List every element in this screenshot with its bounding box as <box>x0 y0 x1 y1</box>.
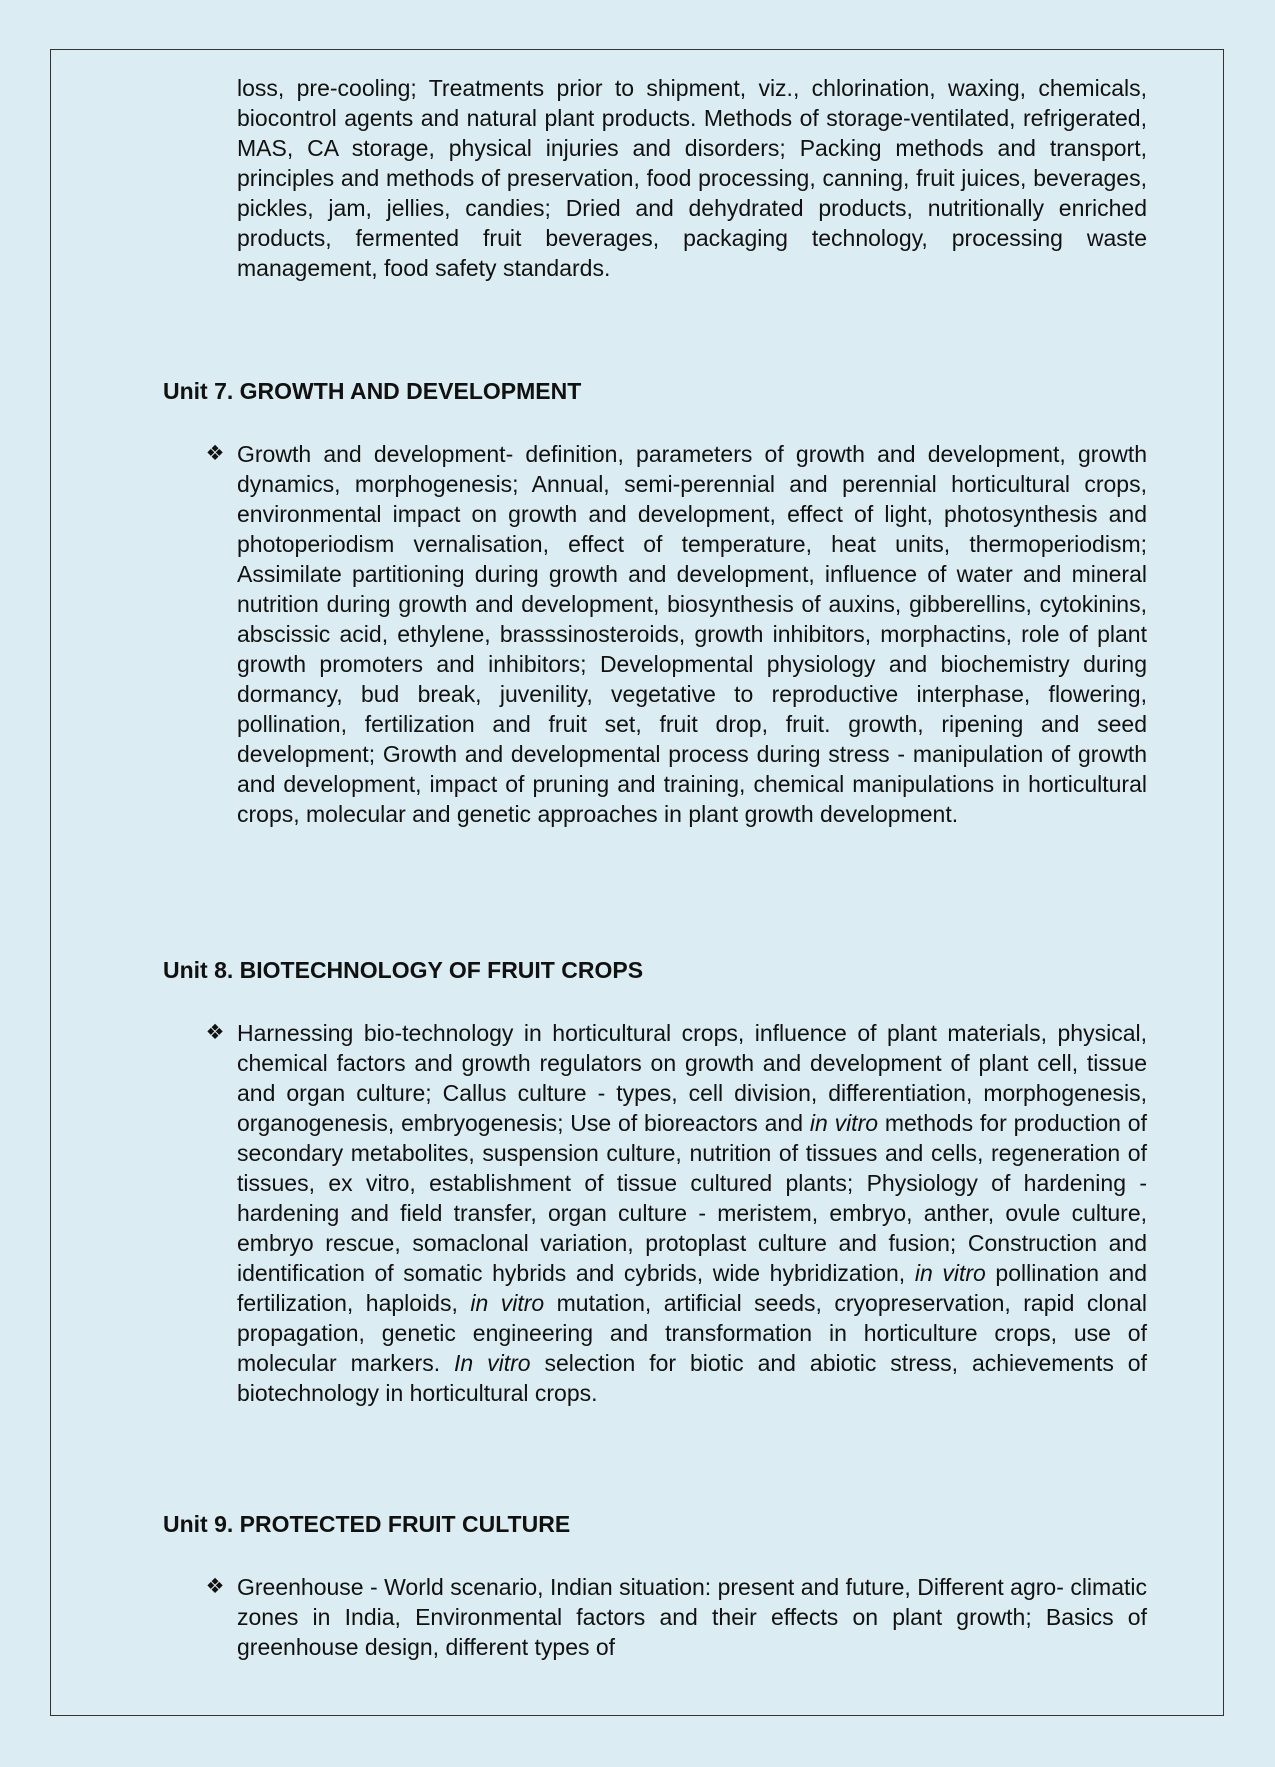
unit-8-text-1: Harnessing bio-technology in horticultural crops, influence of plant materials, physical, chemical factors and growth regulators on growth and development of plant cell, tissue and organ culture; Callus culture - types, cell division, differentiation, morphogenesis, organogenesis, embryogenesis; Use of bioreactors and <box>237 1020 1147 1136</box>
page-border <box>50 49 1224 1716</box>
unit-8-text-5: selection for biotic and abiotic stress, achievements of biotechnology in horticultural crops. <box>237 1350 1147 1406</box>
unit-8-italic-2: in vitro <box>914 1260 986 1286</box>
unit-8-italic-1: in vitro <box>809 1110 879 1136</box>
unit-9-heading: Unit 9. PROTECTED FRUIT CULTURE <box>163 1511 571 1537</box>
unit-7-heading: Unit 7. GROWTH AND DEVELOPMENT <box>163 378 582 404</box>
unit-8-text-4: mutation, artificial seeds, cryopreservation, rapid clonal propagation, genetic engineering and transformation in horticulture crops, use of molecular markers. <box>237 1290 1147 1376</box>
unit-9-bullet-icon: ❖ <box>205 1575 225 1598</box>
unit-8-heading: Unit 8. BIOTECHNOLOGY OF FRUIT CROPS <box>163 957 644 983</box>
unit-9-paragraph: Greenhouse - World scenario, Indian situation: present and future, Different agro- climatic zones in India, Environmental factors and their effects on plant growth; Basics of greenhouse design, different types of <box>237 1574 1147 1660</box>
unit-8-paragraph <box>237 1018 1147 1408</box>
intro-paragraph: loss, pre-cooling; Treatments prior to shipment, viz., chlorination, waxing, chemicals, biocontrol agents and natural plant products. Methods of storage-ventilated, refrigerated, MAS, CA storage, physical injuries and disorders; Packing methods and transport, principles and methods of preservation, food processing, canning, fruit juices, beverages, pickles, jam, jellies, candies; Dried and dehydrated products, nutritionally enriched products, fermented fruit beverages, packaging technology, processing waste management, food safety standards. <box>237 75 1147 281</box>
unit-7-bullet-icon: ❖ <box>205 442 225 465</box>
unit-8-text-3: pollination and fertilization, haploids, <box>237 1260 1148 1316</box>
unit-8-italic-4: In vitro <box>454 1350 531 1376</box>
unit-7-paragraph: Growth and development- definition, parameters of growth and development, growth dynamics, morphogenesis; Annual, semi-perennial and perennial horticultural crops, environmental impact on growth and development, effect of light, photosynthesis and photoperiodism vernalisation, effect of temperature, heat units, thermoperiodism; Assimilate partitioning during growth and development, influence of water and mineral nutrition during growth and development, biosynthesis of auxins, gibberellins, cytokinins, abscissic acid, ethylene, brasssinosteroids, growth inhibitors, morphactins, role of plant growth promoters and inhibitors; Developmental physiology and biochemistry during dormancy, bud break, juvenility, vegetative to reproductive interphase, flowering, pollination, fertilization and fruit set, fruit drop, fruit. growth, ripening and seed development; Growth and developmental process during stress - manipulation of growth and development, impact of pruning and training, chemical manipulations in horticultural crops, molecular and genetic approaches in plant growth development. <box>237 441 1147 827</box>
unit-8-italic-3: in vitro <box>470 1290 545 1316</box>
unit-8-bullet-icon: ❖ <box>205 1021 225 1044</box>
unit-8-text-2: methods for production of secondary metabolites, suspension culture, nutrition of tissues and cells, regeneration of tissues, ex vitro, establishment of tissue cultured plants; Physiology of hardening - hardening and field transfer, organ culture - meristem, embryo, anther, ovule culture, embryo rescue, somaclonal variation, protoplast culture and fusion; Construction and identification of somatic hybrids and cybrids, wide hybridization, <box>237 1110 1147 1286</box>
